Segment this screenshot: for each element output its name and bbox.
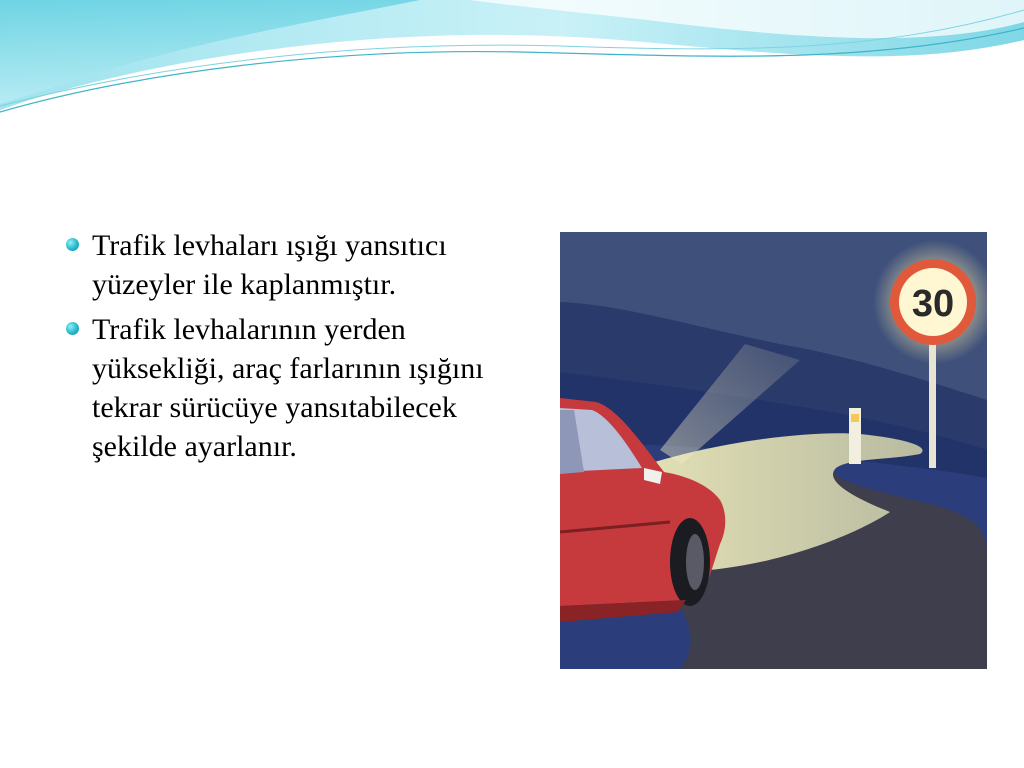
bullet-item — [62, 226, 492, 304]
header-wave-decoration — [0, 0, 1024, 130]
bullet-text: Trafik levhaları ışığı yansıtıcı yüzeyler ile kaplanmıştır. — [92, 229, 447, 301]
reflector-light — [851, 414, 859, 422]
bullet-list — [62, 226, 492, 466]
bullet-dot-icon — [66, 322, 79, 335]
night-road-illustration — [560, 232, 987, 669]
slide-body — [62, 226, 492, 472]
bullet-text: Trafik levhalarının yerden yüksekliği, araç farlarının ışığını tekrar sürücüye yansıtabilecek şekilde ayarlanır. — [92, 313, 484, 463]
speed-sign-value: 30 — [911, 283, 955, 325]
bullet-item — [62, 310, 492, 466]
bullet-dot-icon — [66, 238, 79, 251]
sign-pole — [929, 340, 936, 468]
